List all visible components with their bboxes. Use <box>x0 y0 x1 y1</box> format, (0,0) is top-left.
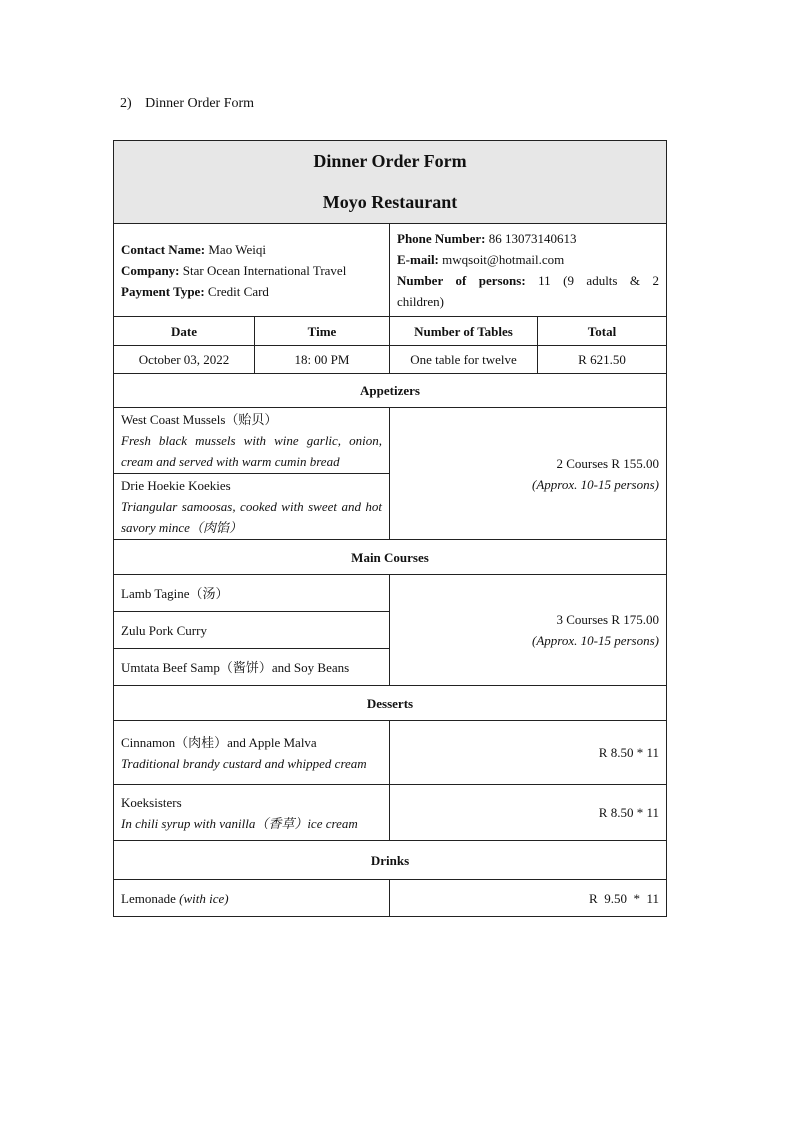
phone-value: 86 13073140613 <box>488 231 577 246</box>
column-date: Date <box>114 317 255 346</box>
main-courses-heading: Main Courses <box>114 540 667 575</box>
dessert-price-2: R 8.50 * 11 <box>390 785 667 841</box>
drink-price: R 9.50 * 11 <box>589 890 659 906</box>
phone-line <box>397 228 659 249</box>
email-value: mwqsoit@hotmail.com <box>442 252 565 267</box>
phone-label: Phone Number: <box>397 231 486 246</box>
contact-name-line <box>121 239 382 260</box>
appetizer-item-1 <box>114 408 390 474</box>
title-row <box>114 141 667 224</box>
drinks-heading-row <box>114 841 667 880</box>
order-total: R 621.50 <box>538 346 667 374</box>
appetizer-row-1 <box>114 408 667 474</box>
appetizer-description: Triangular samoosas, cooked with sweet and hot savory mince（肉馅） <box>121 499 382 535</box>
order-values-row <box>114 346 667 374</box>
columns-header-row <box>114 317 667 346</box>
persons-value: 11 (9 adults & 2 children) <box>397 273 660 309</box>
section-number: 2) <box>120 96 132 111</box>
appetizers-price-cell <box>390 408 667 540</box>
dessert-name: Cinnamon（肉桂）and Apple Malva <box>121 734 317 750</box>
column-tables: Number of Tables <box>390 317 538 346</box>
company-line <box>121 260 382 281</box>
drink-note: (with ice) <box>179 890 229 906</box>
appetizers-note: (Approx. 10-15 persons) <box>532 476 659 492</box>
main-course-item-2: Zulu Pork Curry <box>114 612 390 649</box>
persons-label: Number of persons: <box>397 273 526 288</box>
dinner-order-form-table <box>113 140 667 917</box>
drink-name: Lemonade <box>121 890 176 906</box>
restaurant-name: Moyo Restaurant <box>322 192 458 212</box>
section-title: Dinner Order Form <box>145 96 255 111</box>
drink-price-1 <box>390 880 667 917</box>
appetizer-name: West Coast Mussels（贻贝） <box>121 412 278 427</box>
dessert-item-2 <box>114 785 390 841</box>
order-time: 18: 00 PM <box>255 346 390 374</box>
appetizers-heading-row <box>114 374 667 408</box>
dessert-description: In chili syrup with vanilla（香草）ice cream <box>121 815 358 831</box>
appetizer-item-2 <box>114 474 390 540</box>
appetizer-name: Drie Hoekie Koekies <box>121 478 231 493</box>
contact-row <box>114 224 667 317</box>
payment-value: Credit Card <box>207 283 269 299</box>
company-label: Company: <box>121 262 180 278</box>
main-courses-price-cell <box>390 575 667 686</box>
order-date: October 03, 2022 <box>114 346 255 374</box>
dessert-row-2 <box>114 785 667 841</box>
contact-right-cell <box>390 224 667 317</box>
drinks-heading: Drinks <box>114 841 667 880</box>
dessert-description: Traditional brandy custard and whipped cream <box>121 755 367 771</box>
main-course-item-1: Lamb Tagine（汤） <box>114 575 390 612</box>
email-line <box>397 249 659 270</box>
persons-line <box>397 270 659 312</box>
drink-item-1 <box>114 880 390 917</box>
appetizer-description: Fresh black mussels with wine garlic, onion, cream and served with warm cumin bread <box>121 433 382 469</box>
email-label: E-mail: <box>397 252 439 267</box>
main-course-row-1 <box>114 575 667 612</box>
main-courses-heading-row <box>114 540 667 575</box>
company-value: Star Ocean International Travel <box>182 262 347 278</box>
appetizers-heading: Appetizers <box>114 374 667 408</box>
drink-row-1 <box>114 880 667 917</box>
section-heading <box>120 96 254 112</box>
main-course-item-3: Umtata Beef Samp（酱饼）and Soy Beans <box>114 649 390 686</box>
column-time: Time <box>255 317 390 346</box>
payment-label: Payment Type: <box>121 283 205 299</box>
title-cell <box>114 141 667 224</box>
order-tables: One table for twelve <box>390 346 538 374</box>
dessert-price-1: R 8.50 * 11 <box>390 721 667 785</box>
desserts-heading-row <box>114 686 667 721</box>
appetizers-price: 2 Courses R 155.00 <box>556 455 659 471</box>
main-courses-note: (Approx. 10-15 persons) <box>532 633 659 648</box>
contact-name-label: Contact Name: <box>121 241 206 257</box>
desserts-heading: Desserts <box>114 686 667 721</box>
dessert-item-1 <box>114 721 390 785</box>
form-title: Dinner Order Form <box>313 151 467 171</box>
contact-left-cell <box>114 224 390 317</box>
payment-line <box>121 281 382 302</box>
column-total: Total <box>538 317 667 346</box>
main-courses-price: 3 Courses R 175.00 <box>556 612 659 627</box>
contact-name-value: Mao Weiqi <box>208 241 266 257</box>
dessert-row-1 <box>114 721 667 785</box>
dessert-name: Koeksisters <box>121 794 182 810</box>
